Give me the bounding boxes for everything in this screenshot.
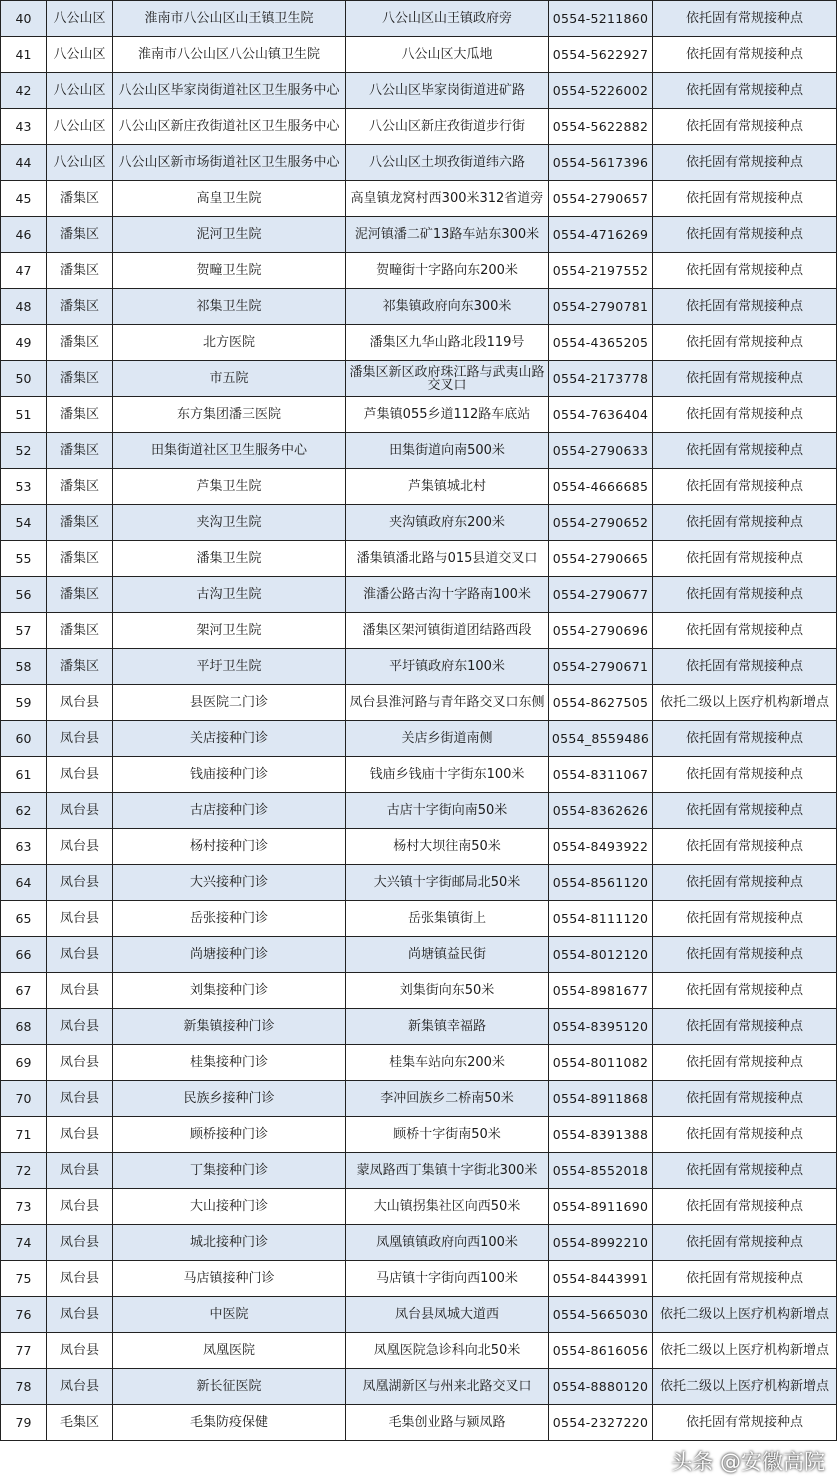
cell-phone: 0554-8012120: [549, 937, 653, 973]
cell-note: 依托固有常规接种点: [653, 865, 837, 901]
table-row: [1, 109, 837, 145]
cell-district: 八公山区: [47, 73, 113, 109]
table-row: [1, 505, 837, 541]
cell-district: 八公山区: [47, 145, 113, 181]
cell-number: 48: [1, 289, 47, 325]
cell-site-name: 八公山区新庄孜街道社区卫生服务中心: [113, 109, 346, 145]
cell-district: 八公山区: [47, 1, 113, 37]
cell-district: 潘集区: [47, 217, 113, 253]
cell-district: 潘集区: [47, 181, 113, 217]
cell-site-name: 凤凰医院: [113, 1333, 346, 1369]
cell-number: 59: [1, 685, 47, 721]
table-row: [1, 217, 837, 253]
cell-phone: 0554-8443991: [549, 1261, 653, 1297]
cell-address: 尚塘镇益民街: [346, 937, 549, 973]
cell-address: 杨村大坝往南50米: [346, 829, 549, 865]
cell-address: 泥河镇潘二矿13路车站东300米: [346, 217, 549, 253]
cell-address: 凤凰镇镇政府向西100米: [346, 1225, 549, 1261]
cell-number: 72: [1, 1153, 47, 1189]
cell-site-name: 岳张接种门诊: [113, 901, 346, 937]
cell-phone: 0554-2197552: [549, 253, 653, 289]
table-body: [1, 1, 837, 1441]
cell-address: 凤凰医院急诊科向北50米: [346, 1333, 549, 1369]
cell-site-name: 泥河卫生院: [113, 217, 346, 253]
table-row: [1, 1189, 837, 1225]
cell-site-name: 东方集团潘三医院: [113, 397, 346, 433]
cell-address: 顾桥十字街南50米: [346, 1117, 549, 1153]
cell-site-name: 田集街道社区卫生服务中心: [113, 433, 346, 469]
cell-address: 八公山区大瓜地: [346, 37, 549, 73]
cell-note: 依托固有常规接种点: [653, 1261, 837, 1297]
cell-number: 63: [1, 829, 47, 865]
cell-address: 桂集车站向东200米: [346, 1045, 549, 1081]
cell-note: 依托固有常规接种点: [653, 433, 837, 469]
cell-district: 凤台县: [47, 1009, 113, 1045]
cell-number: 64: [1, 865, 47, 901]
cell-phone: 0554-2790671: [549, 649, 653, 685]
cell-site-name: 古沟卫生院: [113, 577, 346, 613]
cell-phone: 0554-2173778: [549, 361, 653, 397]
cell-site-name: 芦集卫生院: [113, 469, 346, 505]
cell-number: 71: [1, 1117, 47, 1153]
cell-phone: 0554-5665030: [549, 1297, 653, 1333]
cell-note: 依托固有常规接种点: [653, 109, 837, 145]
cell-phone: 0554-2790677: [549, 577, 653, 613]
cell-number: 47: [1, 253, 47, 289]
cell-phone: 0554_8559486: [549, 721, 653, 757]
cell-number: 50: [1, 361, 47, 397]
cell-note: 依托固有常规接种点: [653, 397, 837, 433]
cell-phone: 0554-8981677: [549, 973, 653, 1009]
cell-note: 依托固有常规接种点: [653, 757, 837, 793]
cell-address: 潘集区九华山路北段119号: [346, 325, 549, 361]
cell-site-name: 杨村接种门诊: [113, 829, 346, 865]
cell-site-name: 县医院二门诊: [113, 685, 346, 721]
cell-address: 芦集镇城北村: [346, 469, 549, 505]
cell-site-name: 刘集接种门诊: [113, 973, 346, 1009]
cell-phone: 0554-5622927: [549, 37, 653, 73]
table-row: [1, 937, 837, 973]
cell-phone: 0554-8362626: [549, 793, 653, 829]
cell-address: 夹沟镇政府东200米: [346, 505, 549, 541]
cell-phone: 0554-8111120: [549, 901, 653, 937]
cell-number: 53: [1, 469, 47, 505]
cell-note: 依托固有常规接种点: [653, 649, 837, 685]
cell-site-name: 钱庙接种门诊: [113, 757, 346, 793]
cell-phone: 0554-8395120: [549, 1009, 653, 1045]
cell-number: 46: [1, 217, 47, 253]
table-row: [1, 1153, 837, 1189]
table-row: [1, 1225, 837, 1261]
cell-district: 潘集区: [47, 361, 113, 397]
cell-phone: 0554-5211860: [549, 1, 653, 37]
cell-site-name: 新长征医院: [113, 1369, 346, 1405]
cell-phone: 0554-2790652: [549, 505, 653, 541]
cell-district: 凤台县: [47, 829, 113, 865]
table-row: [1, 577, 837, 613]
cell-number: 79: [1, 1405, 47, 1441]
cell-site-name: 八公山区毕家岗街道社区卫生服务中心: [113, 73, 346, 109]
cell-note: 依托二级以上医疗机构新增点: [653, 1333, 837, 1369]
cell-phone: 0554-8911690: [549, 1189, 653, 1225]
cell-address: 平圩镇政府东100米: [346, 649, 549, 685]
cell-note: 依托固有常规接种点: [653, 721, 837, 757]
table-row: [1, 181, 837, 217]
cell-address: 钱庙乡钱庙十字街东100米: [346, 757, 549, 793]
cell-site-name: 大山接种门诊: [113, 1189, 346, 1225]
cell-site-name: 市五院: [113, 361, 346, 397]
cell-phone: 0554-2790665: [549, 541, 653, 577]
cell-number: 58: [1, 649, 47, 685]
cell-note: 依托二级以上医疗机构新增点: [653, 1297, 837, 1333]
cell-district: 凤台县: [47, 1225, 113, 1261]
cell-phone: 0554-4666685: [549, 469, 653, 505]
cell-address: 古店十字街向南50米: [346, 793, 549, 829]
table-row: [1, 901, 837, 937]
cell-note: 依托固有常规接种点: [653, 793, 837, 829]
table-row: [1, 73, 837, 109]
cell-site-name: 祁集卫生院: [113, 289, 346, 325]
cell-district: 凤台县: [47, 973, 113, 1009]
cell-address: 芦集镇055乡道112路车底站: [346, 397, 549, 433]
cell-phone: 0554-8880120: [549, 1369, 653, 1405]
cell-site-name: 八公山区新市场街道社区卫生服务中心: [113, 145, 346, 181]
cell-number: 49: [1, 325, 47, 361]
cell-number: 77: [1, 1333, 47, 1369]
cell-note: 依托固有常规接种点: [653, 217, 837, 253]
cell-note: 依托固有常规接种点: [653, 901, 837, 937]
cell-note: 依托固有常规接种点: [653, 145, 837, 181]
cell-number: 76: [1, 1297, 47, 1333]
table-row: [1, 325, 837, 361]
cell-site-name: 毛集防疫保健: [113, 1405, 346, 1441]
cell-district: 潘集区: [47, 541, 113, 577]
cell-note: 依托固有常规接种点: [653, 937, 837, 973]
table-row: [1, 1333, 837, 1369]
cell-note: 依托二级以上医疗机构新增点: [653, 1369, 837, 1405]
cell-note: 依托固有常规接种点: [653, 1225, 837, 1261]
cell-number: 62: [1, 793, 47, 829]
cell-number: 56: [1, 577, 47, 613]
cell-district: 凤台县: [47, 1297, 113, 1333]
cell-address: 凤台县淮河路与青年路交叉口东侧: [346, 685, 549, 721]
table-row: [1, 289, 837, 325]
cell-phone: 0554-2790696: [549, 613, 653, 649]
cell-site-name: 马店镇接种门诊: [113, 1261, 346, 1297]
cell-district: 潘集区: [47, 325, 113, 361]
cell-note: 依托固有常规接种点: [653, 505, 837, 541]
cell-phone: 0554-8311067: [549, 757, 653, 793]
cell-district: 凤台县: [47, 1081, 113, 1117]
cell-phone: 0554-8616056: [549, 1333, 653, 1369]
cell-district: 凤台县: [47, 721, 113, 757]
cell-phone: 0554-8911868: [549, 1081, 653, 1117]
cell-number: 66: [1, 937, 47, 973]
cell-site-name: 高皇卫生院: [113, 181, 346, 217]
cell-number: 40: [1, 1, 47, 37]
table-row: [1, 1297, 837, 1333]
cell-note: 依托固有常规接种点: [653, 1405, 837, 1441]
table-row: [1, 649, 837, 685]
cell-address: 关店乡街道南侧: [346, 721, 549, 757]
cell-site-name: 淮南市八公山区山王镇卫生院: [113, 1, 346, 37]
table-row: [1, 1, 837, 37]
cell-district: 凤台县: [47, 1153, 113, 1189]
cell-phone: 0554-8493922: [549, 829, 653, 865]
cell-site-name: 顾桥接种门诊: [113, 1117, 346, 1153]
cell-number: 67: [1, 973, 47, 1009]
cell-note: 依托固有常规接种点: [653, 1, 837, 37]
cell-district: 潘集区: [47, 397, 113, 433]
cell-district: 八公山区: [47, 37, 113, 73]
cell-district: 凤台县: [47, 1189, 113, 1225]
cell-site-name: 丁集接种门诊: [113, 1153, 346, 1189]
cell-address: 新集镇幸福路: [346, 1009, 549, 1045]
cell-number: 65: [1, 901, 47, 937]
cell-phone: 0554-5226002: [549, 73, 653, 109]
table-row: [1, 757, 837, 793]
cell-address: 贺疃街十字路向东200米: [346, 253, 549, 289]
cell-number: 78: [1, 1369, 47, 1405]
cell-phone: 0554-8011082: [549, 1045, 653, 1081]
cell-number: 73: [1, 1189, 47, 1225]
cell-note: 依托固有常规接种点: [653, 541, 837, 577]
cell-number: 69: [1, 1045, 47, 1081]
table-row: [1, 1261, 837, 1297]
cell-phone: 0554-2327220: [549, 1405, 653, 1441]
cell-note: 依托固有常规接种点: [653, 181, 837, 217]
cell-phone: 0554-4716269: [549, 217, 653, 253]
cell-note: 依托固有常规接种点: [653, 1009, 837, 1045]
cell-number: 44: [1, 145, 47, 181]
table-row: [1, 973, 837, 1009]
cell-district: 凤台县: [47, 1261, 113, 1297]
cell-note: 依托固有常规接种点: [653, 1153, 837, 1189]
cell-address: 刘集街向东50米: [346, 973, 549, 1009]
cell-site-name: 平圩卫生院: [113, 649, 346, 685]
cell-number: 43: [1, 109, 47, 145]
cell-site-name: 新集镇接种门诊: [113, 1009, 346, 1045]
cell-district: 潘集区: [47, 613, 113, 649]
cell-note: 依托固有常规接种点: [653, 289, 837, 325]
cell-district: 凤台县: [47, 1369, 113, 1405]
cell-district: 凤台县: [47, 1117, 113, 1153]
cell-district: 毛集区: [47, 1405, 113, 1441]
cell-site-name: 大兴接种门诊: [113, 865, 346, 901]
cell-number: 54: [1, 505, 47, 541]
cell-district: 潘集区: [47, 469, 113, 505]
cell-address: 淮潘公路古沟十字路南100米: [346, 577, 549, 613]
cell-address: 八公山区山王镇政府旁: [346, 1, 549, 37]
cell-address: 岳张集镇街上: [346, 901, 549, 937]
cell-phone: 0554-5617396: [549, 145, 653, 181]
cell-note: 依托固有常规接种点: [653, 577, 837, 613]
cell-note: 依托固有常规接种点: [653, 1117, 837, 1153]
cell-address: 大兴镇十字街邮局北50米: [346, 865, 549, 901]
table-row: [1, 793, 837, 829]
cell-note: 依托固有常规接种点: [653, 469, 837, 505]
cell-site-name: 城北接种门诊: [113, 1225, 346, 1261]
cell-district: 凤台县: [47, 757, 113, 793]
cell-phone: 0554-8391388: [549, 1117, 653, 1153]
cell-site-name: 古店接种门诊: [113, 793, 346, 829]
table-row: [1, 865, 837, 901]
cell-district: 潘集区: [47, 577, 113, 613]
cell-note: 依托固有常规接种点: [653, 973, 837, 1009]
cell-district: 凤台县: [47, 685, 113, 721]
table-row: [1, 829, 837, 865]
cell-note: 依托固有常规接种点: [653, 1189, 837, 1225]
cell-site-name: 关店接种门诊: [113, 721, 346, 757]
table-row: [1, 397, 837, 433]
cell-phone: 0554-5622882: [549, 109, 653, 145]
cell-address: 田集街道向南500米: [346, 433, 549, 469]
cell-district: 凤台县: [47, 901, 113, 937]
cell-site-name: 民族乡接种门诊: [113, 1081, 346, 1117]
cell-note: 依托固有常规接种点: [653, 37, 837, 73]
table-row: [1, 1009, 837, 1045]
cell-district: 凤台县: [47, 937, 113, 973]
cell-site-name: 架河卫生院: [113, 613, 346, 649]
cell-address: 毛集创业路与颍凤路: [346, 1405, 549, 1441]
cell-address: 潘集区架河镇街道团结路西段: [346, 613, 549, 649]
cell-note: 依托固有常规接种点: [653, 253, 837, 289]
cell-site-name: 北方医院: [113, 325, 346, 361]
cell-district: 凤台县: [47, 793, 113, 829]
cell-district: 潘集区: [47, 253, 113, 289]
table-row: [1, 37, 837, 73]
cell-number: 57: [1, 613, 47, 649]
cell-district: 凤台县: [47, 1045, 113, 1081]
cell-address: 八公山区土坝孜街道纬六路: [346, 145, 549, 181]
cell-phone: 0554-7636404: [549, 397, 653, 433]
cell-district: 八公山区: [47, 109, 113, 145]
cell-number: 41: [1, 37, 47, 73]
cell-phone: 0554-4365205: [549, 325, 653, 361]
cell-site-name: 尚塘接种门诊: [113, 937, 346, 973]
cell-phone: 0554-8627505: [549, 685, 653, 721]
cell-address: 大山镇拐集社区向西50米: [346, 1189, 549, 1225]
table-row: [1, 145, 837, 181]
cell-site-name: 贺疃卫生院: [113, 253, 346, 289]
cell-district: 潘集区: [47, 649, 113, 685]
cell-note: 依托固有常规接种点: [653, 613, 837, 649]
cell-address: 祁集镇政府向东300米: [346, 289, 549, 325]
table-row: [1, 1117, 837, 1153]
cell-number: 51: [1, 397, 47, 433]
cell-district: 潘集区: [47, 505, 113, 541]
cell-number: 60: [1, 721, 47, 757]
table-row: [1, 361, 837, 397]
cell-note: 依托固有常规接种点: [653, 1045, 837, 1081]
cell-number: 68: [1, 1009, 47, 1045]
cell-address: 凤台县凤城大道西: [346, 1297, 549, 1333]
cell-site-name: 中医院: [113, 1297, 346, 1333]
cell-address: 八公山区新庄孜街道步行街: [346, 109, 549, 145]
cell-note: 依托固有常规接种点: [653, 829, 837, 865]
cell-address: 凤凰湖新区与州来北路交叉口: [346, 1369, 549, 1405]
table-row: [1, 1045, 837, 1081]
cell-site-name: 桂集接种门诊: [113, 1045, 346, 1081]
cell-district: 凤台县: [47, 1333, 113, 1369]
cell-number: 52: [1, 433, 47, 469]
cell-address: 马店镇十字街向西100米: [346, 1261, 549, 1297]
cell-phone: 0554-2790633: [549, 433, 653, 469]
cell-number: 61: [1, 757, 47, 793]
cell-note: 依托二级以上医疗机构新增点: [653, 685, 837, 721]
cell-district: 凤台县: [47, 865, 113, 901]
cell-address: 李冲回族乡二桥南50米: [346, 1081, 549, 1117]
table-row: [1, 1405, 837, 1441]
cell-number: 55: [1, 541, 47, 577]
table-row: [1, 469, 837, 505]
cell-number: 74: [1, 1225, 47, 1261]
cell-note: 依托固有常规接种点: [653, 1081, 837, 1117]
cell-address: 潘集镇潘北路与015县道交叉口: [346, 541, 549, 577]
watermark: 头条 @安徽高院: [671, 1450, 825, 1474]
cell-number: 42: [1, 73, 47, 109]
cell-address: 八公山区毕家岗街道进矿路: [346, 73, 549, 109]
cell-site-name: 潘集卫生院: [113, 541, 346, 577]
table-row: [1, 1081, 837, 1117]
cell-number: 45: [1, 181, 47, 217]
cell-phone: 0554-8992210: [549, 1225, 653, 1261]
cell-phone: 0554-8552018: [549, 1153, 653, 1189]
table-row: [1, 685, 837, 721]
cell-phone: 0554-2790657: [549, 181, 653, 217]
cell-number: 70: [1, 1081, 47, 1117]
cell-number: 75: [1, 1261, 47, 1297]
cell-note: 依托固有常规接种点: [653, 361, 837, 397]
cell-site-name: 淮南市八公山区八公山镇卫生院: [113, 37, 346, 73]
table-row: [1, 721, 837, 757]
cell-note: 依托固有常规接种点: [653, 325, 837, 361]
cell-district: 潘集区: [47, 433, 113, 469]
table-row: [1, 253, 837, 289]
cell-note: 依托固有常规接种点: [653, 73, 837, 109]
table-row: [1, 541, 837, 577]
cell-district: 潘集区: [47, 289, 113, 325]
cell-address: 潘集区新区政府珠江路与武夷山路交叉口: [346, 361, 549, 397]
cell-address: 高皇镇龙窝村西300米312省道旁: [346, 181, 549, 217]
cell-phone: 0554-2790781: [549, 289, 653, 325]
table-row: [1, 613, 837, 649]
cell-phone: 0554-8561120: [549, 865, 653, 901]
table-row: [1, 1369, 837, 1405]
cell-site-name: 夹沟卫生院: [113, 505, 346, 541]
table-row: [1, 433, 837, 469]
cell-address: 蒙凤路西丁集镇十字街北300米: [346, 1153, 549, 1189]
